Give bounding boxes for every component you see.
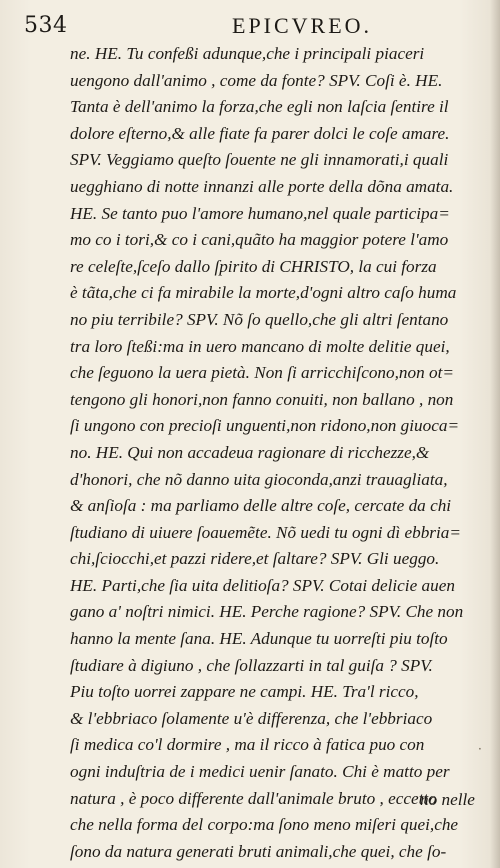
text-line: tengono gli honori,non fanno conuiti, non ballano , non — [70, 389, 454, 409]
text-line: tra loro ſteßi:ma in uero mancano di molte delitie quei, — [70, 336, 450, 356]
text-line: ogni induſtria de i medici uenir ſanato. Chi è matto per — [70, 762, 450, 782]
page-number: 534 — [24, 13, 68, 38]
text-line: natura , è poco differente dall'animale bruto , eccetto — [70, 788, 437, 808]
page-edge-shadow — [490, 0, 500, 868]
text-line: Tanta è dell'animo la forza,che egli non laſcia ſentire il — [70, 97, 449, 117]
text-line: chi,ſciocchi,et pazzi ridere,et ſaltare? SPV. Gli ueggo. — [70, 549, 440, 569]
text-line: Piu toſto uorrei zappare ne campi. HE. Tra'l ricco, — [70, 682, 419, 702]
text-line: SPV. Veggiamo queſto ſouente ne gli innamorati,i quali — [70, 150, 449, 170]
text-line: HE. Parti,che ſia uita delitioſa? SPV. Cotai delicie auen — [70, 575, 455, 595]
text-line: HE. Se tanto puo l'amore humano,nel quale participa= — [70, 203, 450, 223]
text-line: ſi medica co'l dormire , ma il ricco à fatica puo con — [70, 735, 425, 755]
text-line: d'honori, che nõ danno uita gioconda,anzi trauagliata, — [70, 469, 448, 489]
text-line: che nella forma del corpo:ma ſono meno miſeri quei,che — [70, 815, 459, 835]
text-line: no piu terribile? SPV. Nõ ſo quello,che gli altri ſentano — [70, 309, 449, 329]
text-line: no. HE. Qui non accadeua ragionare di ricchezze,& — [70, 442, 430, 462]
margin-mark: · — [478, 742, 482, 756]
text-line: ne. HE. Tu confeßi adunque,che i principali piaceri — [70, 44, 425, 63]
catchword: no nelle — [420, 790, 475, 809]
text-line: ſono da natura generati bruti animali,che quei, che ſo- — [70, 841, 447, 861]
text-line: hanno la mente ſana. HE. Adunque tu uorreſti piu toſto — [70, 629, 448, 649]
text-line: che ſeguono la uera pietà. Non ſi arricchiſcono,non ot= — [70, 363, 454, 383]
text-line: & anſioſa : ma parliamo delle altre coſe, cercate da chi — [70, 496, 452, 516]
text-line: gano a' noſtri nimici. HE. Perche ragione? SPV. Che non — [70, 602, 464, 622]
text-line: uegghiano di notte innanzi alle porte della dõna amata. — [70, 176, 454, 196]
text-line: dolore eſterno,& alle fiate fa parer dolci le coſe amare. — [70, 123, 450, 143]
text-line: mo co i tori,& co i cani,quãto ha maggior potere l'amo — [70, 230, 449, 250]
page-header — [14, 10, 484, 40]
text-line: uengono dall'animo , come da fonte? SPV. Coſi è. HE. — [70, 70, 443, 90]
body-text — [70, 41, 488, 865]
running-title: EPICVREO. — [232, 13, 373, 38]
text-line: ſi ungono con precioſi unguenti,non ridono,non giuoca= — [70, 416, 460, 436]
text-line: ſtudiare à digiuno , che ſollazzarti in tal guiſa ? SPV. — [70, 655, 433, 675]
text-line: ſtudiano di uiuere ſoauemẽte. Nõ uedi tu ogni dì ebbria= — [70, 522, 461, 542]
text-line: è tãta,che ci fa mirabile la morte,d'ogni altro caſo huma — [70, 283, 457, 303]
text-line: re celeſte,ſceſo dallo ſpirito di CHRISTO, la cui forza — [70, 256, 437, 276]
text-line: & l'ebbriaco ſolamente u'è differenza, che l'ebbriaco — [70, 708, 433, 728]
